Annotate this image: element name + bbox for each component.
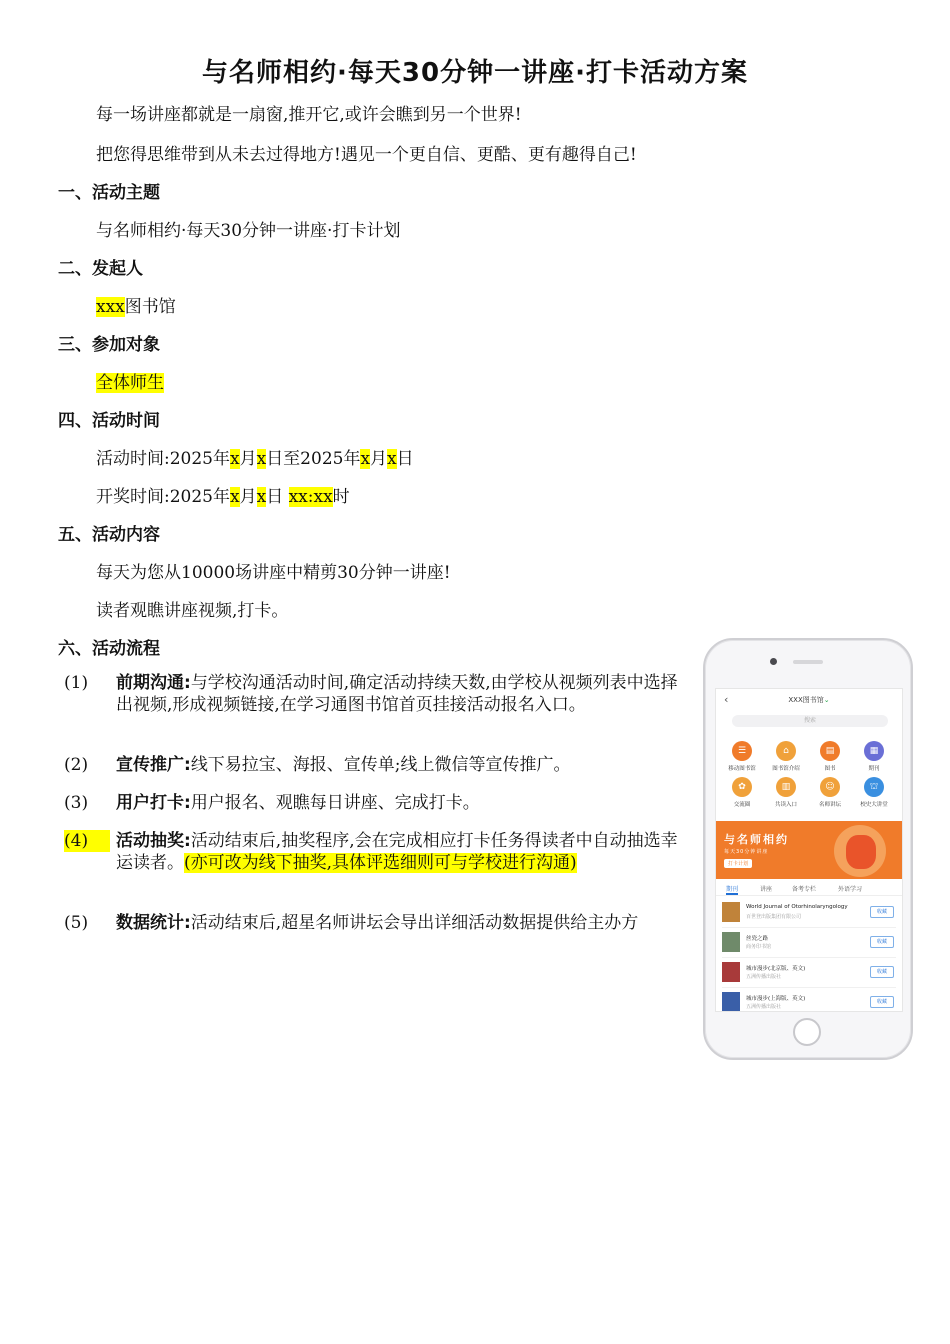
activity-time-line: 活动时间:2025年x月x日至2025年x月x日 (96, 449, 414, 469)
app-tile-icon: ☰ (732, 741, 752, 761)
speaker-grille (793, 660, 823, 664)
app-tabs (716, 881, 902, 896)
app-tile-icon: ☺ (820, 777, 840, 797)
app-tile-icon: ▤ (820, 741, 840, 761)
banner-figure (846, 835, 876, 869)
item-title: 丝瓷之路 (746, 936, 769, 942)
app-tile-label: 图书馆介绍 (772, 766, 800, 772)
item-publisher: 五洲传播出版社 (746, 974, 782, 980)
collect-button: 收藏 (870, 996, 894, 1008)
step-lead: 用户打卡: (116, 793, 191, 813)
content-line-2: 读者观瞧讲座视频,打卡。 (96, 601, 289, 621)
app-tile-label: 期刊 (868, 766, 880, 772)
theme-text: 与名师相约·每天30分钟一讲座·打卡计划 (96, 221, 401, 241)
placeholder-highlight: xxx (96, 297, 125, 317)
list-item (722, 899, 896, 928)
step-text: 用户报名、观瞧每日讲座、完成打卡。 (190, 793, 480, 813)
library-name: XXX图书馆 (788, 696, 824, 704)
process-step-1 (64, 672, 684, 716)
item-title: World Journal of Otorhinolaryngology (746, 904, 848, 910)
home-button (793, 1018, 821, 1046)
audience-text (96, 368, 164, 393)
list-item (722, 959, 896, 988)
app-tile-label: 校史大讲堂 (860, 802, 888, 808)
app-tile (852, 777, 896, 808)
collect-button: 收藏 (870, 966, 894, 978)
section-heading-audience: 三、参加对象 (58, 335, 160, 355)
step-text: 与学校沟通活动时间,确定活动持续天数,由学校从视频列表中选择出视频,形成视频链接,在学习通图书馆首页挂接活动报名入口。 (116, 673, 678, 715)
step-text: 活动结束后,超星名师讲坛会导出详细活动数据提供给主办方 (190, 913, 639, 933)
item-publisher: 百世登出版集团有限公司 (746, 914, 802, 920)
intro-line-2: 把您得思维带到从未去过得地方!遇见一个更自信、更酷、更有趣得自己! (96, 145, 637, 165)
tab-active-indicator (726, 893, 738, 895)
app-tile (764, 777, 808, 808)
item-title: 城市漫步(北京版、英文) (746, 966, 806, 972)
process-step-4 (64, 830, 684, 874)
step-lead: 数据统计: (116, 913, 191, 933)
intro-line-1: 每一场讲座都就是一扇窗,推开它,或许会瞧到另一个世界! (96, 105, 522, 125)
step-text: 活动结束后,抽奖程序,会在完成相应打卡任务得读者中自动抽选幸运读者。 (116, 831, 678, 873)
app-tile-label: 名师讲坛 (818, 802, 841, 808)
lottery-time-line: 开奖时间:2025年x月x日 xx:xx时 (96, 487, 350, 507)
promo-banner (716, 821, 902, 879)
step-number: (5) (64, 913, 89, 933)
item-publisher: 商务印书馆 (746, 944, 772, 950)
item-cover (722, 932, 740, 952)
banner-subtitle: 每天30分钟讲座 (724, 849, 769, 855)
section-heading-process: 六、活动流程 (58, 639, 160, 659)
app-tile (852, 741, 896, 772)
app-tile (720, 777, 764, 808)
step-text: 线下易拉宝、海报、宣传单;线上微信等宣传推广。 (190, 755, 571, 775)
back-arrow-icon: ‹ (724, 693, 729, 706)
process-step-5 (64, 912, 684, 934)
tab-foreign-language: 外语学习 (838, 886, 863, 893)
section-heading-initiator: 二、发起人 (58, 259, 143, 279)
item-cover (722, 962, 740, 982)
app-tile-label: 共读入口 (774, 802, 797, 808)
app-tile-icon: ▦ (864, 741, 884, 761)
chevron-down-icon: ⌄ (823, 696, 830, 704)
app-tile (808, 777, 852, 808)
app-tile-icon: ⛫ (864, 777, 884, 797)
collect-button: 收藏 (870, 906, 894, 918)
process-step-2 (64, 754, 684, 776)
item-cover (722, 992, 740, 1012)
banner-title: 与名师相约 (724, 833, 789, 846)
phone-screen (715, 688, 903, 1012)
list-item (722, 929, 896, 958)
app-tile-label: 交流圈 (733, 802, 751, 808)
step-lead: 宣传推广: (116, 755, 191, 775)
section-heading-theme: 一、活动主题 (58, 183, 160, 203)
app-tile-icon: ⌂ (776, 741, 796, 761)
app-nav-bar (716, 689, 902, 711)
app-tile-label: 移动图书馆 (728, 766, 756, 772)
tab-lectures: 讲座 (760, 886, 773, 893)
app-tile-label: 图书 (824, 766, 836, 772)
step-highlight-note: (亦可改为线下抽奖,具体评选细则可与学校进行沟通) (184, 853, 577, 873)
app-tile (764, 741, 808, 772)
camera-icon (770, 658, 777, 665)
initiator-text (96, 292, 176, 317)
phone-mockup (703, 638, 913, 1060)
step-number: (1) (64, 673, 89, 693)
app-tile (720, 741, 764, 772)
step-number: (3) (64, 793, 89, 813)
step-lead: 活动抽奖: (116, 831, 191, 851)
app-search-bar: 搜索 (732, 715, 888, 727)
step-number: (4) (64, 830, 110, 852)
tab-periodicals: 期刊 (726, 886, 739, 893)
app-tile (808, 741, 852, 772)
content-line-1: 每天为您从10000场讲座中精剪30分钟一讲座! (96, 563, 451, 583)
tab-exam-prep: 备考专栏 (792, 886, 817, 893)
document-title: 与名师相约·每天30分钟一讲座·打卡活动方案 (202, 58, 748, 88)
step-number: (2) (64, 755, 89, 775)
initiator-name: 图书馆 (124, 297, 176, 317)
app-tile-icon: ✿ (732, 777, 752, 797)
process-step-3 (64, 792, 684, 814)
section-heading-time: 四、活动时间 (58, 411, 160, 431)
step-lead: 前期沟通: (116, 673, 191, 693)
collect-button: 收藏 (870, 936, 894, 948)
item-title: 城市漫步(上海版、英文) (746, 996, 806, 1002)
app-tile-icon: ▥ (776, 777, 796, 797)
banner-tag: 打卡计划 (724, 859, 752, 868)
audience-highlight: 全体师生 (96, 373, 164, 393)
item-publisher: 五洲传播出版社 (746, 1004, 782, 1010)
list-item (722, 989, 896, 1012)
section-heading-content: 五、活动内容 (58, 525, 160, 545)
item-cover (722, 902, 740, 922)
